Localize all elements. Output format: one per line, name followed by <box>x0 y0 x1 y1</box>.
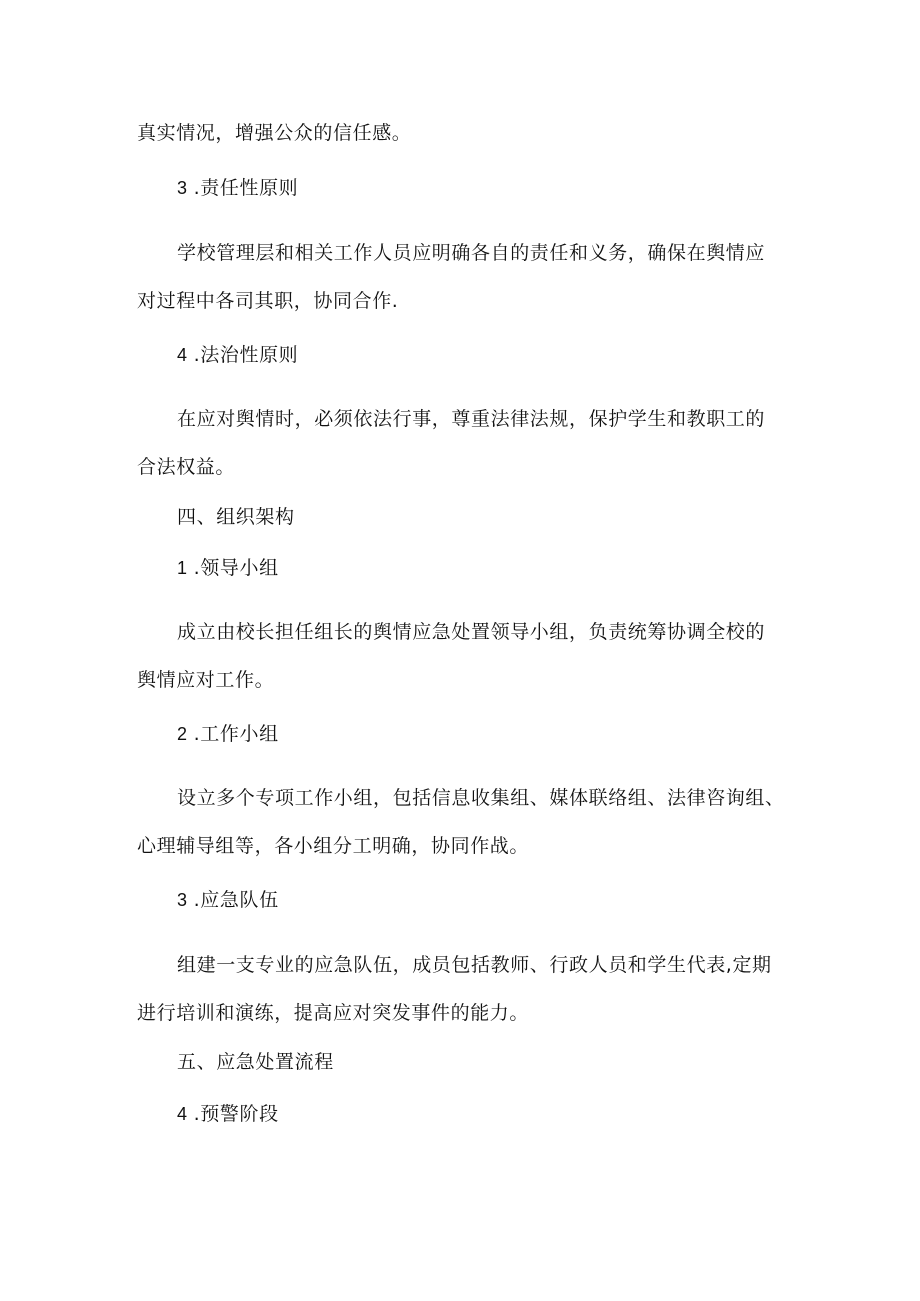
subheading-emergency-team <box>177 888 279 912</box>
subheading-number: 4 <box>177 345 188 365</box>
subheading-text: .领导小组 <box>193 557 279 579</box>
subheading-leadership-group <box>177 556 279 580</box>
subheading-text: .预警阶段 <box>193 1103 279 1125</box>
subheading-number: 3 <box>177 890 188 910</box>
paragraph-line: 设立多个专项工作小组，包括信息收集组、媒体联络组、法律咨询组、 <box>177 787 785 809</box>
paragraph-line: 学校管理层和相关工作人员应明确各自的责任和义务，确保在舆情应 <box>177 242 766 264</box>
subheading-rule-of-law <box>177 343 298 367</box>
subheading-early-warning <box>177 1102 279 1126</box>
subheading-text: .应急队伍 <box>193 889 279 911</box>
paragraph-line: 真实情况，增强公众的信任感。 <box>137 122 412 144</box>
paragraph-line: 组建一支专业的应急队伍，成员包括教师、行政人员和学生代表,定期 <box>177 954 772 976</box>
subheading-working-group <box>177 722 279 746</box>
paragraph-line: 进行培训和演练，提高应对突发事件的能力。 <box>137 1002 530 1024</box>
section-heading-emergency-process: 五、应急处置流程 <box>177 1051 334 1073</box>
subheading-number: 4 <box>177 1104 188 1124</box>
subheading-text: .责任性原则 <box>193 177 299 199</box>
paragraph-line: 心理辅导组等，各小组分工明确，协同作战。 <box>137 835 530 857</box>
paragraph-line: 对过程中各司其职，协同合作. <box>137 290 399 312</box>
paragraph-line: 舆情应对工作。 <box>137 669 275 691</box>
subheading-number: 3 <box>177 178 188 198</box>
subheading-text: .法治性原则 <box>193 344 299 366</box>
subheading-responsibility <box>177 176 298 200</box>
subheading-text: .工作小组 <box>193 723 279 745</box>
paragraph-line: 成立由校长担任组长的舆情应急处置领导小组，负责统筹协调全校的 <box>177 621 766 643</box>
subheading-number: 2 <box>177 724 188 744</box>
section-heading-organization: 四、组织架构 <box>177 506 295 528</box>
paragraph-line: 在应对舆情时，必须依法行事，尊重法律法规，保护学生和教职工的 <box>177 408 766 430</box>
paragraph-line: 合法权益。 <box>137 456 236 478</box>
subheading-number: 1 <box>177 558 188 578</box>
